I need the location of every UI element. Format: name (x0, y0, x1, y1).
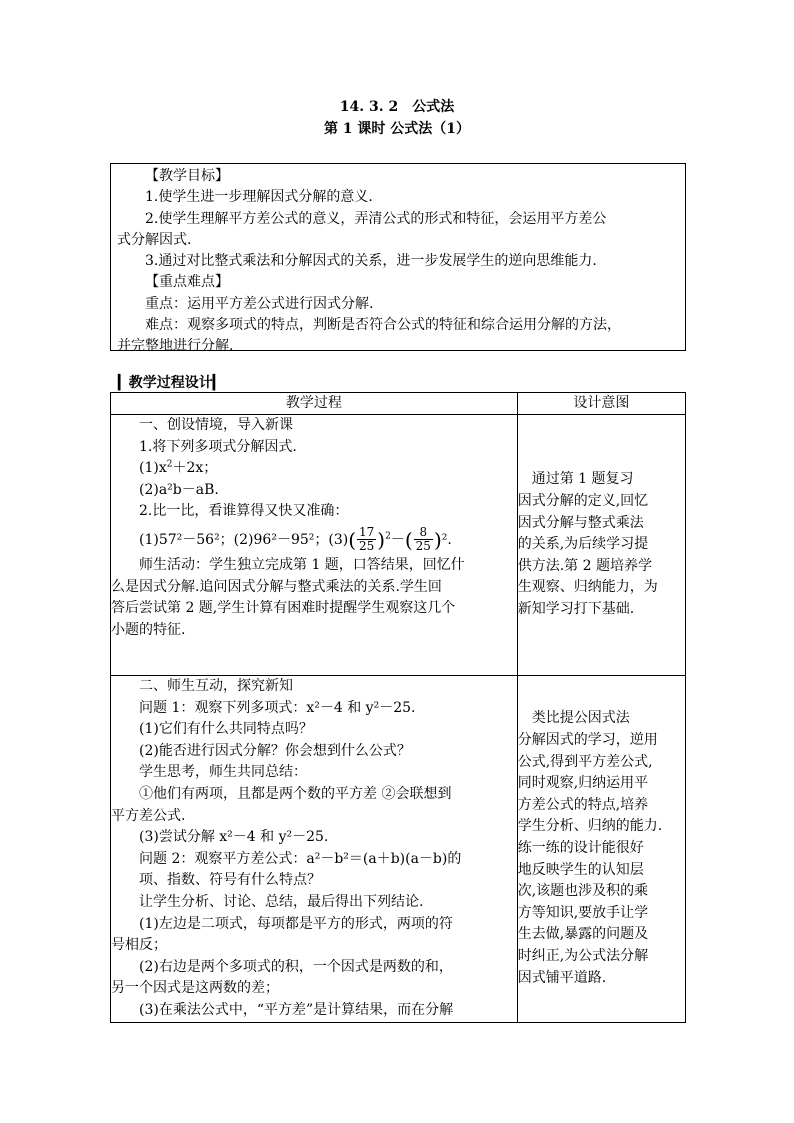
r1-line-3 (111, 458, 517, 480)
goal-heading: 【教学目标】 (145, 168, 229, 184)
table-row (111, 415, 686, 676)
process-table (110, 392, 686, 1023)
intent-2 (518, 708, 685, 989)
fraction-2 (414, 526, 433, 553)
goal-1: 1.使学生进一步理解因式分解的意义. (145, 189, 373, 206)
row2lines-line: (1)它们有什么共同特点吗？ (139, 721, 313, 738)
row2lines-line: (2)能否进行因式分解？你会想到什么公式？ (139, 742, 411, 759)
row2lines-line: 另一个因式是这两数的差； (111, 980, 279, 997)
goal-2a: 2.使学生理解平方差公式的意义，弄清公式的形式和特征，会运用平方差公 (145, 210, 607, 227)
r1-l3-post: ＋2x； (172, 460, 218, 477)
key-heading: 【重点难点】 (145, 274, 229, 291)
process-cell-1 (111, 415, 518, 676)
row2lines-line: 问题 2：观察平方差公式：a²－b²＝(a＋b)(a－b)的 (139, 850, 462, 867)
r1-line-5: 2.比一比，看谁算得又快又准确： (139, 503, 349, 520)
row2lines-line: ①他们有两项，且都是两个数的平方差 ②会联想到 (139, 785, 452, 802)
row2lines-line: 二、师生互动，探究新知 (139, 678, 293, 694)
difficulty-a: 难点：观察多项式的特点，判断是否符合公式的特征和综合运用分解的方法， (145, 317, 621, 334)
intent2-line: 类比提公因式法 (517, 710, 630, 727)
intent2-line: 次,该题也涉及积的乘 (517, 883, 649, 900)
intent2-line: 时纠正,为公式法分解 (517, 947, 649, 964)
paren-close: ) (377, 527, 386, 552)
intent1-line: 因式分解与整式乘法 (517, 514, 644, 531)
r1-l3-pre: (1)x (139, 460, 167, 477)
r1-l3-exp: 2 (166, 459, 173, 470)
intent1-line: 生观察、归纳能力，为 (517, 579, 658, 596)
row2lines-line: (3)在乘法公式中，“平方差”是计算结果，而在分解 (139, 1001, 454, 1018)
process-cell-2 (111, 676, 518, 1023)
r1-line-8: 么是因式分解.追问因式分解与整式乘法的关系.学生回 (111, 578, 442, 595)
r1-line-10: 小题的特征. (111, 621, 186, 638)
intent2-line: 分解因式的学习，逆用 (517, 731, 658, 748)
fraction-2-den: 25 (415, 539, 431, 554)
row2lines-line: 问题 1：观察下列多项式：x²－4 和 y²－25. (139, 699, 416, 716)
fraction-1-den: 25 (359, 539, 375, 554)
paren-close-2: ) (433, 527, 442, 552)
row2lines-line: 学生思考，师生共同总结： (139, 764, 307, 781)
r1-l6-end: ². (441, 531, 452, 548)
r1-line-9: 答后尝试第 2 题,学生计算有困难时提醒学生观察这几个 (111, 600, 456, 617)
process-section-heading: ▎教学过程设计▎ (118, 375, 224, 391)
intent2-line: 练一练的设计能很好 (517, 839, 644, 856)
paren-open-2: ( (404, 527, 413, 552)
r1-line-1: 一、创设情境，导入新课 (139, 417, 293, 433)
lesson-title: 第 1 课时 公式法（1） (323, 121, 471, 137)
intent2-line: 方差公式的特点,培养 (517, 796, 649, 813)
paren-open: ( (348, 527, 357, 552)
difficulty-b: 并完整地进行分解. (117, 338, 234, 355)
intent-1 (518, 469, 685, 620)
row2lines-line: 项、指数、符号有什么特点？ (139, 872, 321, 889)
intent-cell-2 (517, 676, 685, 1023)
section-title: 14. 3. 2 公式法 (339, 99, 455, 115)
row2-lines (111, 676, 517, 1022)
intent1-line: 因式分解的定义,回忆 (517, 493, 649, 510)
row2lines-line: (3)尝试分解 x²－4 和 y²－25. (139, 829, 329, 846)
r1-line-6 (111, 525, 517, 555)
intent-cell-1 (517, 415, 685, 676)
row2lines-line: (1)左边是二项式，每项都是平方的形式，两项的符 (139, 915, 453, 932)
fraction-1-num: 17 (359, 525, 375, 540)
col-process-header: 教学过程 (111, 393, 518, 415)
r1-line-4: (2)a²b－aB. (139, 481, 219, 498)
row2lines-line: 平方差公式. (111, 807, 186, 824)
col-intent-header: 设计意图 (517, 393, 685, 415)
r1-line-7: 师生活动：学生独立完成第 1 题，口答结果，回忆什 (139, 556, 465, 573)
r1-l6-a: (1)57²－56²；(2)96²－95²；(3) (139, 531, 349, 548)
row2lines-line: 让学生分析、讨论、总结，最后得出下列结论. (139, 893, 424, 910)
fraction-1 (357, 526, 376, 553)
intent2-line: 学生分析、归纳的能力. (517, 818, 663, 835)
goal-3: 3.通过对比整式乘法和分解因式的关系，进一步发展学生的逆向思维能力. (145, 253, 597, 270)
table-row (111, 676, 686, 1023)
minus-sign: － (390, 531, 405, 548)
objectives-box (110, 163, 686, 355)
row2lines-line: 号相反； (111, 937, 167, 954)
r1-line-2: 1.将下列多项式分解因式. (139, 438, 297, 455)
exp-2: 2 (385, 531, 391, 542)
key-point: 重点：运用平方差公式进行因式分解. (145, 295, 374, 312)
intent2-line: 公式,得到平方差公式, (517, 753, 653, 770)
table-header-row (111, 393, 686, 415)
intent2-line: 生去做,暴露的问题及 (517, 926, 649, 943)
intent1-line: 新知学习打下基础. (517, 600, 635, 617)
goal-2b: 式分解因式. (117, 231, 192, 248)
intent1-line: 通过第 1 题复习 (517, 471, 634, 488)
intent2-line: 因式铺平道路. (517, 969, 607, 986)
intent1-line: 供方法.第 2 题培养学 (517, 557, 652, 574)
intent2-line: 地反映学生的认知层 (517, 861, 644, 878)
intent2-line: 同时观察,归纳运用平 (517, 775, 649, 792)
intent1-line: 的关系,为后续学习提 (517, 536, 649, 553)
intent2-line: 方等知识,要放手让学 (517, 904, 649, 921)
fraction-2-num: 8 (414, 526, 433, 540)
row2lines-line: (2)右边是两个多项式的积，一个因式是两数的和， (139, 958, 453, 975)
